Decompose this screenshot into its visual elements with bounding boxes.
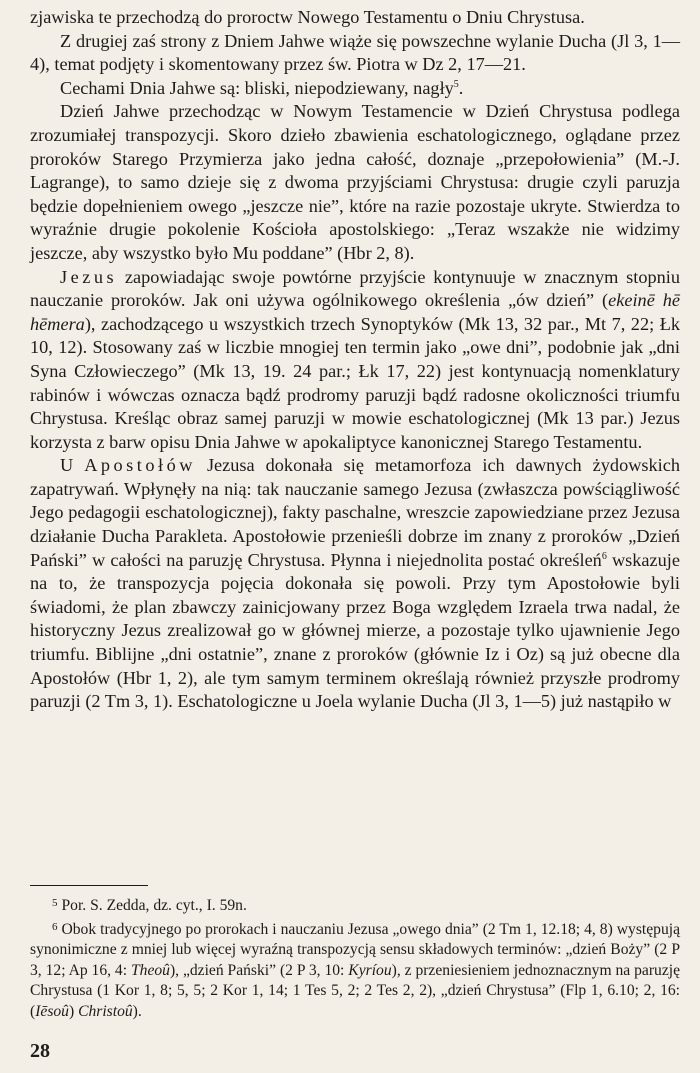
- text-run: zapowiadając swoje powtórne przyjście kontynuuje w znacznym stopniu nauczanie proroków. Jak oni używa ogólnikowego określenia „ów dzień” (: [30, 266, 680, 311]
- paragraph: [30, 100, 680, 265]
- text-run: U: [60, 455, 85, 476]
- text-run: Obok tradycyjnego po prorokach i nauczaniu Jezusa „owego dnia” (2 Tm 1, 12.18; 4, 8) występują synonimiczne z mniej lub więcej wyraźną transpozycją sensu składowych terminów: „dzień Boży” (2 P 3, 12; Ap 16, 4:: [30, 920, 680, 979]
- paragraph: [30, 77, 680, 101]
- paragraph: [30, 266, 680, 455]
- spaced-term: Apostołów: [84, 455, 196, 476]
- text-run: ), z przeniesieniem jednoznacznym na paruzję Chrystusa (1 Kor 1, 8; 5, 5; 2 Kor 1, 14; 1 Tes 5, 2; 2 Tes 2, 2), „dzień Chrystusa” (Flp 1, 6.10; 2, 16: (: [30, 961, 680, 1020]
- italic-term: Christoû: [78, 1002, 133, 1020]
- page-number: 28: [30, 1040, 50, 1062]
- italic-term: Iēsoû: [35, 1002, 69, 1020]
- text-run: .: [458, 77, 464, 98]
- text-run: Por. S. Zedda, dz. cyt., I. 59n.: [61, 897, 247, 914]
- paragraph: [30, 454, 680, 714]
- text-run: zjawiska te przechodzą do proroctw Nowego Testamentu o Dniu Chrystusa.: [30, 7, 585, 27]
- footnote: [30, 893, 680, 917]
- footnote-number: 5: [52, 897, 58, 909]
- italic-term: Theoû: [130, 961, 170, 979]
- text-run: ).: [132, 1002, 142, 1020]
- footnote-divider: [30, 885, 148, 886]
- text-run: ), zachodzącego u wszystkich trzech Synoptyków (Mk 13, 32 par., Mt 7, 22; Łk 10, 12). Stosowany zaś w liczbie mnogiej ten termin jako „owe dni”, podobnie jak „dni Syna Człowieczego” (Mk 13, 19. 24 par.; Łk 17, 22) jest kontynuacją nomenklatury rabinów i wówczas oznacza bądź prodromy paruzji bądź radosne okoliczności triumfu Chrystusa. Kreśląc obraz samej paruzji w mowie eschatologicznej (Mk 13 par.) Jezus korzysta z barw opisu Dnia Jahwe w apokaliptyce kanonicznej Starego Testamentu.: [30, 313, 680, 452]
- footnote-ref: 5: [453, 78, 459, 90]
- text-run: Dzień Jahwe przechodząc w Nowym Testamencie w Dzień Chrystusa podlega zrozumiałej transpozycji. Skoro dzieło zbawienia eschatologicznego, oglądane przez proroków Starego Przymierza jako jedna całość, doznaje „przepołowienia” (M.-J. Lagrange), to samo dzieje się z dwoma przyjściami Chrystusa: drugie czyli paruzja będzie dopełnieniem owego „jeszcze nie”, które na razie pozostaje ukryte. Stwierdza to wyraźnie drugie pokolenie Kościoła apostolskiego: „Teraz wszakże nie widzimy jeszcze, aby wszystko było Mu poddane” (Hbr 2, 8).: [30, 101, 680, 263]
- text-run: Z drugiej zaś strony z Dniem Jahwe wiąże się powszechne wylanie Ducha (Jl 3, 1—4), temat podjęty i skomentowany przez św. Piotra w Dz 2, 17—21.: [30, 30, 680, 75]
- footnote-number: 6: [52, 920, 58, 933]
- footnote-ref: 6: [601, 550, 607, 562]
- text-run: ), „dzień Pański” (2 P 3, 10:: [169, 961, 349, 979]
- paragraph: [30, 30, 680, 77]
- italic-term: Kyríou: [348, 961, 392, 979]
- text-run: ): [68, 1002, 79, 1020]
- main-text: [30, 6, 680, 714]
- text-run: Jezusa dokonała się metamorfoza ich dawnych żydowskich zapatrywań. Wpłynęły na nią: tak nauczanie samego Jezusa (zwłaszcza powściągliwość Jego pedagogii eschatologicznej), fakty paschalne, wreszcie zapowiedziane przez Jezusa działanie Ducha Parakleta. Apostołowie przenieśli dobrze im znany z proroków „Dzień Pański” w całości na paruzję Chrystusa. Płynna i niejednolita postać określeń: [30, 455, 680, 570]
- italic-term: ekeinē hē hēmera: [30, 290, 680, 334]
- text-run: Cechami Dnia Jahwe są: bliski, niepodziewany, nagły: [60, 77, 454, 98]
- text-run: wskazuje na to, że transpozycja pojęcia dokonała się powoli. Przy tym Apostołowie byli świadomi, że plan zbawczy zainicjowany przez Boga względem Izraela trwa nadal, że historyczny Jezus zrealizował go w głównej mierze, a pozostaje tylko ujawnienie Jego triumfu. Biblijne „dni ostatnie”, znane z proroków (głównie Iz i Oz) są już obecne dla Apostołów (Hbr 1, 2), ale tym samym terminem określają również przyszłe prodromy paruzji (2 Tm 3, 1). Eschatologiczne u Joela wylanie Ducha (Jl 3, 1—5) już nastąpiło w: [30, 549, 680, 712]
- footnote: [30, 917, 680, 1023]
- paragraph: [30, 6, 680, 30]
- spaced-term: Jezus: [60, 266, 118, 287]
- footnotes: [30, 893, 680, 1022]
